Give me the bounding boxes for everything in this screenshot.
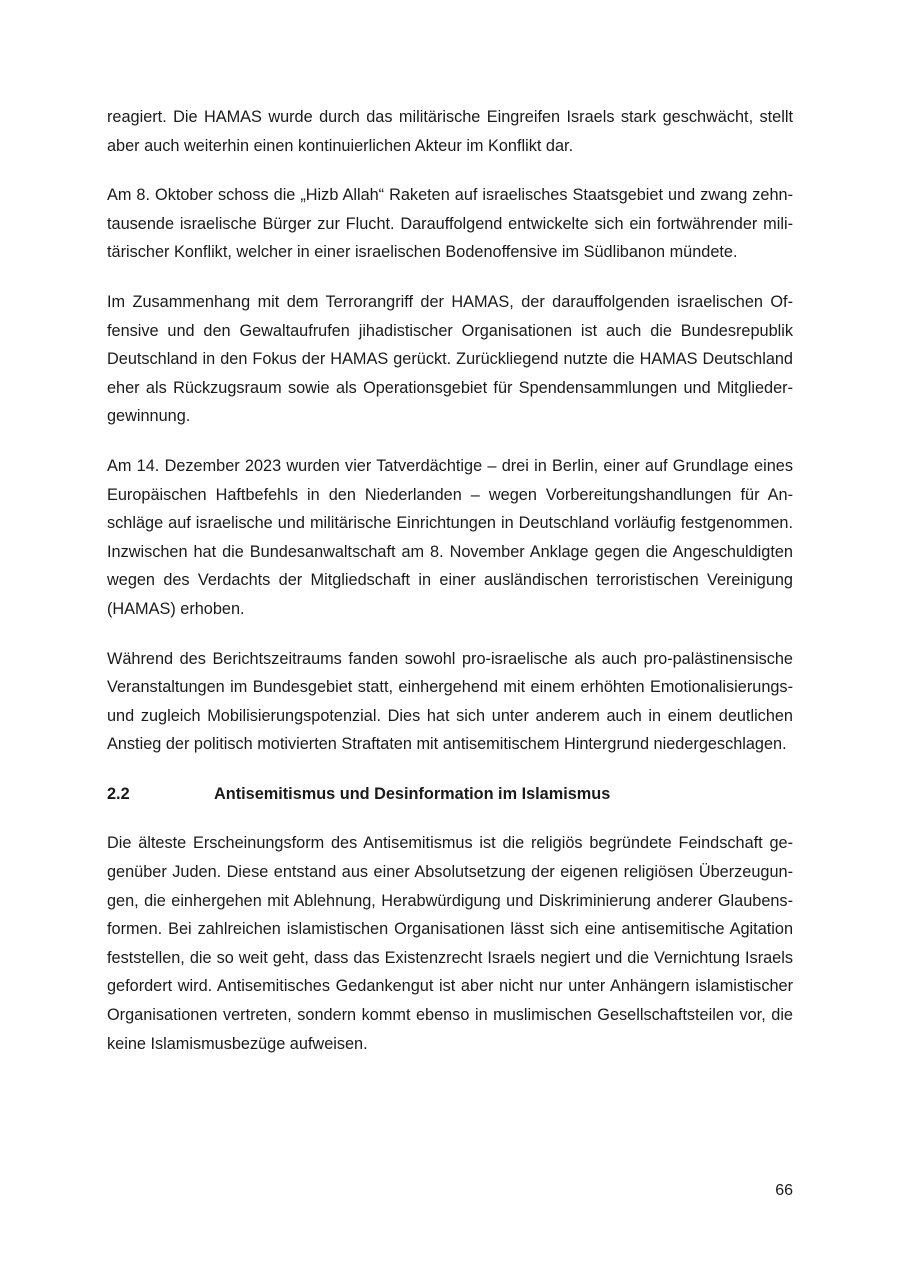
page-content: [107, 103, 793, 1058]
section-number: 2.2: [107, 784, 130, 803]
section-heading: [107, 780, 793, 809]
paragraph-germany-focus: Im Zusammenhang mit dem Terrorangriff der HAMAS, der darauffolgenden israelischen Offensive und den Gewaltaufrufen jihadistischer Organisationen ist auch die Bundesrepublik Deutschland in den Fokus der HAMAS gerückt. Zurückliegend nutzte die HAMAS Deutschland eher als Rückzugsraum sowie als Operationsgebiet für Spendensammlungen und Mitgliedergewinnung.: [107, 292, 793, 426]
section-title: Antisemitismus und Desinformation im Islamismus: [214, 784, 611, 803]
paragraph-hamas-weakened: reagiert. Die HAMAS wurde durch das militärische Eingreifen Israels stark geschwächt, stellt aber auch weiterhin einen kontinuierlichen Akteur im Konflikt dar.: [107, 108, 793, 155]
paragraph-arrests: Am 14. Dezember 2023 wurden vier Tatverdächtige – drei in Berlin, einer auf Grundlage eines Europäischen Haftbefehls in den Niederlanden – wegen Vorbereitungshandlungen für Anschläge auf israelische und militärische Einrichtungen in Deutschland vorläufig festgenommen. Inzwischen hat die Bundesanwaltschaft am 8. November Anklage gegen die Angeschuldigten wegen des Verdachts der Mitgliedschaft in einer ausländischen terroristischen Vereinigung (HAMAS) erhoben.: [107, 456, 793, 618]
paragraph-antisemitism: Die älteste Erscheinungsform des Antisemitismus ist die religiös begründete Feindschaft gegenüber Juden. Diese entstand aus einer Absolutsetzung der eigenen religiösen Überzeugungen, die einhergehen mit Ablehnung, Herabwürdigung und Diskriminierung anderer Glaubensformen. Bei zahlreichen islamistischen Organisationen lässt sich eine antisemitische Agitation feststellen, die so weit geht, dass das Existenzrecht Israels negiert und die Vernichtung Israels gefordert wird. Antisemitisches Gedankengut ist aber nicht nur unter Anhängern islamistischer Organisationen vertreten, sondern kommt ebenso in muslimischen Gesellschaftsteilen vor, die keine Islamismusbezüge aufweisen.: [107, 834, 793, 1053]
page-number: 66: [775, 1182, 793, 1199]
paragraph-hizb-allah: Am 8. Oktober schoss die „Hizb Allah“ Raketen auf israelisches Staatsgebiet und zwang zehntausende israelische Bürger zur Flucht. Darauffolgend entwickelte sich ein fortwährender militärischer Konflikt, welcher in einer israelischen Bodenoffensive im Südlibanon mündete.: [107, 186, 793, 262]
paragraph-events: Während des Berichtszeitraums fanden sowohl pro-israelische als auch pro-palästinensische Veranstaltungen im Bundesgebiet statt, einhergehend mit einem erhöhten Emotionalisierungs- und zugleich Mobilisierungspotenzial. Dies hat sich unter anderem auch in einem deutlichen Anstieg der politisch motivierten Straftaten mit antisemitischem Hintergrund niedergeschlagen.: [107, 649, 793, 754]
